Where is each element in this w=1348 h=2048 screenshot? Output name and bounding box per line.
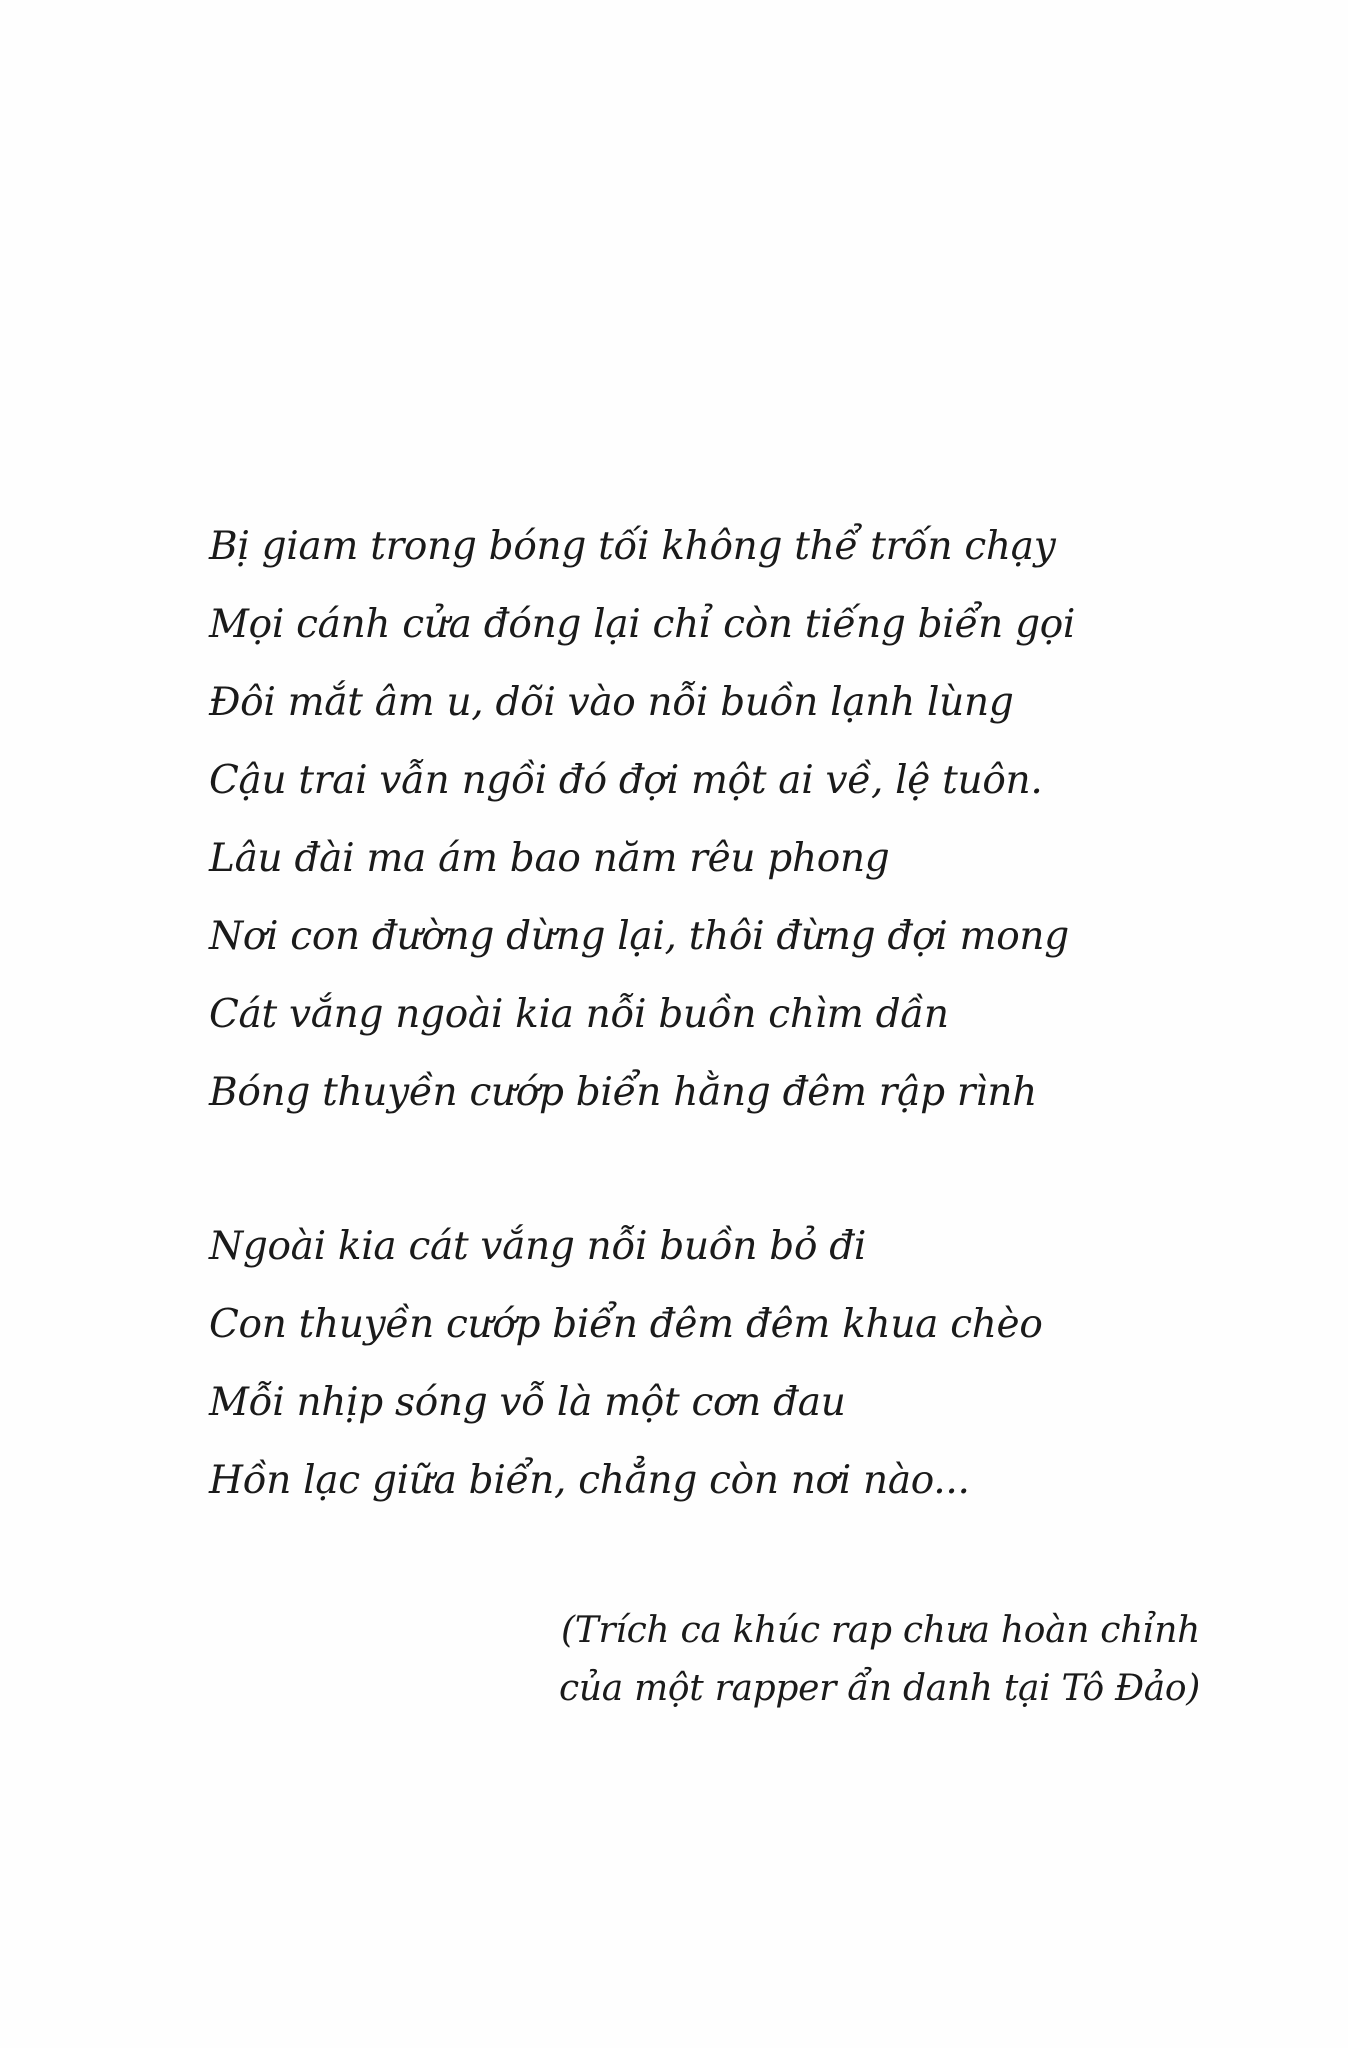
poem-line: Con thuyền cướp biển đêm đêm khua chèo: [209, 1302, 1043, 1347]
poem-line: Hồn lạc giữa biển, chẳng còn nơi nào...: [209, 1458, 970, 1503]
poem-line: Ngoài kia cát vắng nỗi buồn bỏ đi: [209, 1224, 867, 1269]
poem-line: Nơi con đường dừng lại, thôi đừng đợi mong: [209, 914, 1069, 959]
poem-line: Bị giam trong bóng tối không thể trốn chạy: [209, 524, 1056, 569]
poem-stanza-2: [209, 1208, 1209, 1520]
attribution: [500, 1602, 1200, 1718]
poem-line: Cát vắng ngoài kia nỗi buồn chìm dần: [209, 992, 949, 1037]
poem-line: Mọi cánh cửa đóng lại chỉ còn tiếng biển gọi: [209, 602, 1076, 647]
poem-line: Bóng thuyền cướp biển hằng đêm rập rình: [209, 1070, 1038, 1115]
attribution-line-2: của một rapper ẩn danh tại Tô Đảo): [559, 1668, 1200, 1709]
poem-line: Cậu trai vẫn ngồi đó đợi một ai về, lệ tuôn.: [209, 758, 1043, 803]
poem-line: Mỗi nhịp sóng vỗ là một cơn đau: [209, 1380, 846, 1425]
poem-line: Lâu đài ma ám bao năm rêu phong: [209, 836, 890, 881]
attribution-line-1: (Trích ca khúc rap chưa hoàn chỉnh: [560, 1610, 1200, 1651]
poem-line: Đôi mắt âm u, dõi vào nỗi buồn lạnh lùng: [209, 680, 1014, 725]
poem-stanza-1: [209, 508, 1209, 1132]
